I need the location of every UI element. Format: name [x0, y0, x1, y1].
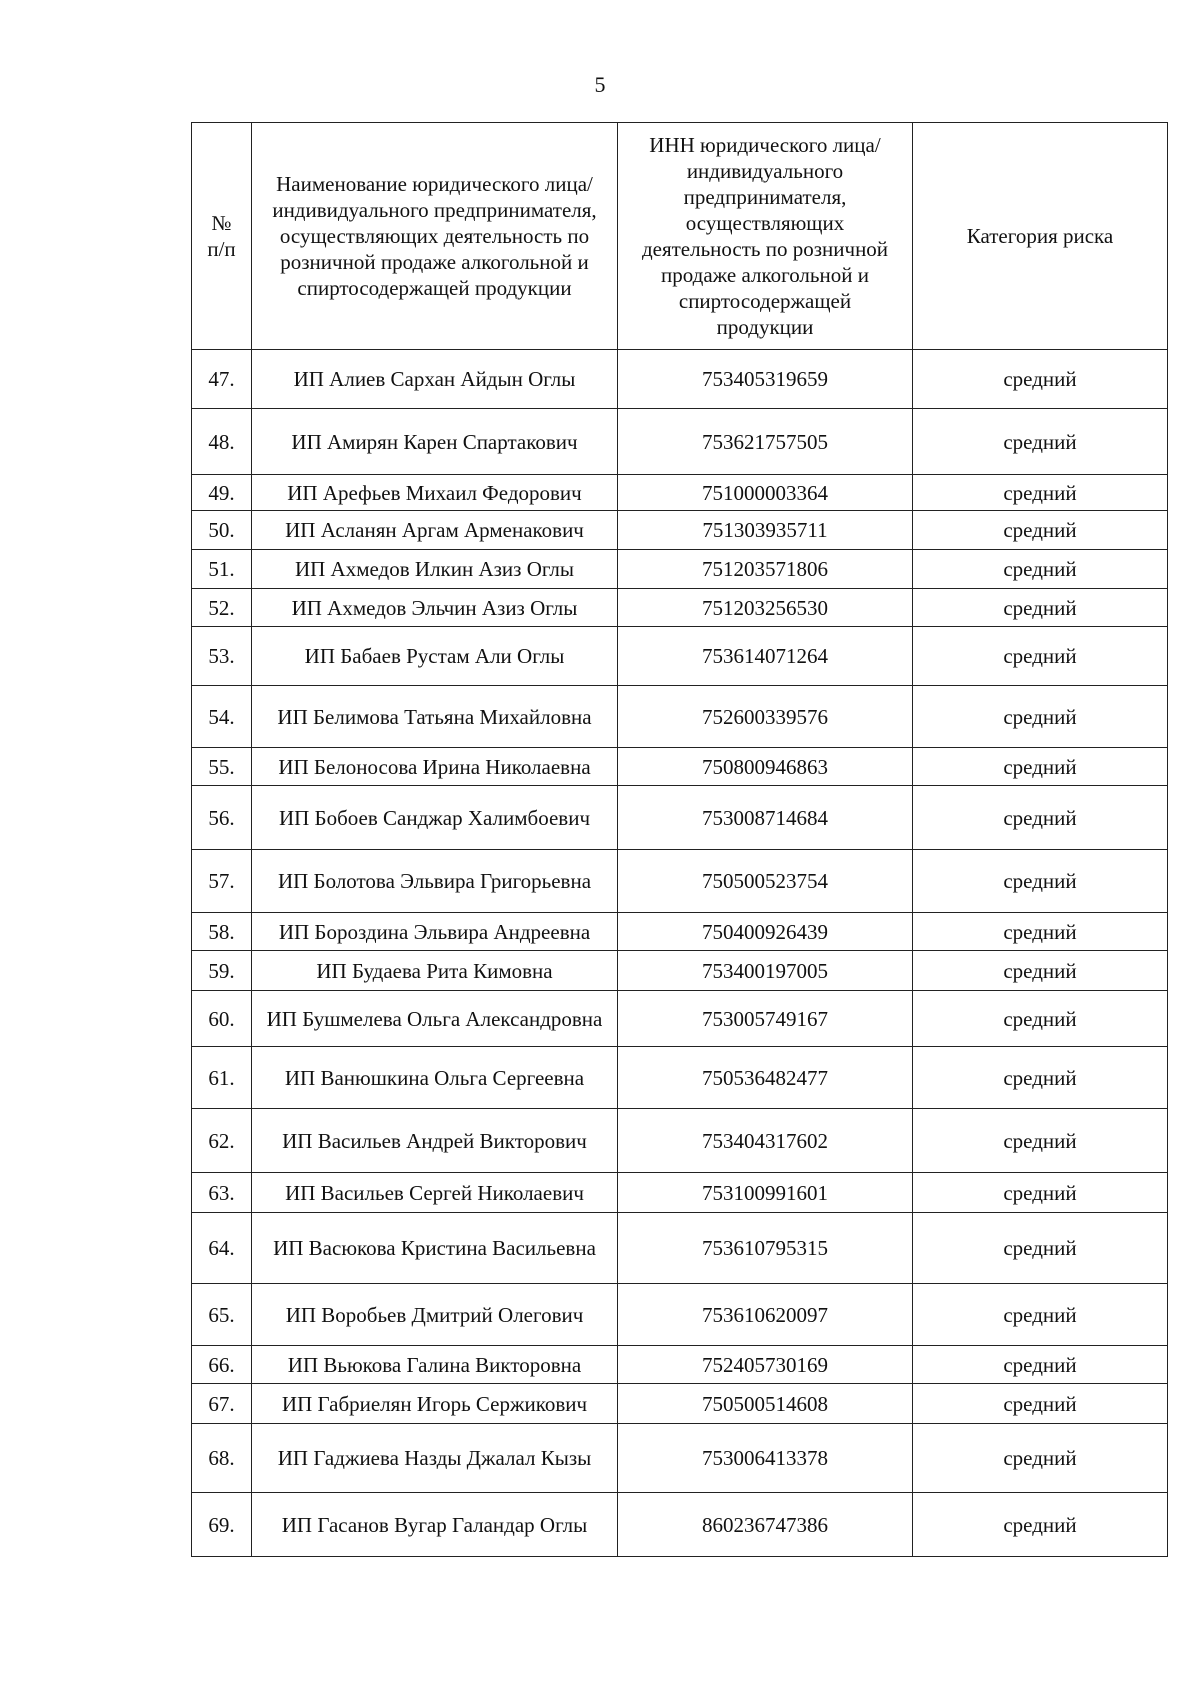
row-number: 59.	[192, 951, 252, 991]
entrepreneur-name: ИП Будаева Рита Кимовна	[252, 951, 618, 991]
header-inn: ИНН юридического лица/индивидуального предпринимателя, осуществляющих деятельность по розничной продаже алкогольной и спиртосодержащей продукции	[618, 123, 913, 350]
table-row	[192, 475, 1168, 511]
inn-value: 753400197005	[618, 951, 913, 991]
risk-category: средний	[913, 627, 1168, 686]
table-row	[192, 1493, 1168, 1557]
table-row	[192, 350, 1168, 409]
table-row	[192, 786, 1168, 850]
entrepreneur-name: ИП Габриелян Игорь Сержикович	[252, 1384, 618, 1424]
inn-value: 753621757505	[618, 409, 913, 475]
risk-category: средний	[913, 1346, 1168, 1384]
header-name: Наименование юридического лица/индивидуального предпринимателя, осуществляющих деятельность по розничной продаже алкогольной и спиртосодержащей продукции	[252, 123, 618, 350]
inn-value: 753610620097	[618, 1284, 913, 1346]
entrepreneur-name: ИП Вьюкова Галина Викторовна	[252, 1346, 618, 1384]
inn-value: 750500514608	[618, 1384, 913, 1424]
entrepreneur-name: ИП Бороздина Эльвира Андреевна	[252, 913, 618, 951]
inn-value: 751000003364	[618, 475, 913, 511]
entrepreneur-name: ИП Ванюшкина Ольга Сергеевна	[252, 1047, 618, 1109]
row-number: 68.	[192, 1424, 252, 1493]
entrepreneur-name: ИП Васюкова Кристина Васильевна	[252, 1213, 618, 1284]
table-row	[192, 951, 1168, 991]
risk-category: средний	[913, 951, 1168, 991]
entrepreneur-name: ИП Васильев Андрей Викторович	[252, 1109, 618, 1173]
risk-category: средний	[913, 686, 1168, 748]
risk-category: средний	[913, 786, 1168, 850]
inn-value: 750800946863	[618, 748, 913, 786]
row-number: 48.	[192, 409, 252, 475]
page-number: 5	[594, 72, 606, 97]
table-row	[192, 1346, 1168, 1384]
risk-category: средний	[913, 550, 1168, 589]
row-number: 62.	[192, 1109, 252, 1173]
row-number: 66.	[192, 1346, 252, 1384]
risk-category: средний	[913, 475, 1168, 511]
table-header-row	[192, 123, 1168, 350]
inn-value: 751203571806	[618, 550, 913, 589]
entrepreneur-name: ИП Белимова Татьяна Михайловна	[252, 686, 618, 748]
inn-value: 753006413378	[618, 1424, 913, 1493]
entrepreneur-name: ИП Васильев Сергей Николаевич	[252, 1173, 618, 1213]
header-risk-category: Категория риска	[913, 123, 1168, 350]
row-number: 54.	[192, 686, 252, 748]
row-number: 57.	[192, 850, 252, 913]
table-row	[192, 913, 1168, 951]
table-row	[192, 1284, 1168, 1346]
row-number: 52.	[192, 589, 252, 627]
table-row	[192, 748, 1168, 786]
entrepreneur-name: ИП Бобоев Санджар Халимбоевич	[252, 786, 618, 850]
row-number: 63.	[192, 1173, 252, 1213]
table-row	[192, 627, 1168, 686]
table-row	[192, 991, 1168, 1047]
row-number: 47.	[192, 350, 252, 409]
inn-value: 750536482477	[618, 1047, 913, 1109]
inn-value: 753100991601	[618, 1173, 913, 1213]
entrepreneur-name: ИП Белоносова Ирина Николаевна	[252, 748, 618, 786]
inn-value: 753008714684	[618, 786, 913, 850]
inn-value: 753405319659	[618, 350, 913, 409]
entrepreneur-name: ИП Ахмедов Илкин Азиз Оглы	[252, 550, 618, 589]
risk-category: средний	[913, 1284, 1168, 1346]
entrepreneur-name: ИП Бабаев Рустам Али Оглы	[252, 627, 618, 686]
table-row	[192, 1047, 1168, 1109]
table-row	[192, 1424, 1168, 1493]
entrepreneur-name: ИП Ахмедов Эльчин Азиз Оглы	[252, 589, 618, 627]
entrepreneur-name: ИП Асланян Аргам Арменакович	[252, 511, 618, 550]
inn-value: 750400926439	[618, 913, 913, 951]
row-number: 51.	[192, 550, 252, 589]
risk-category: средний	[913, 1047, 1168, 1109]
row-number: 55.	[192, 748, 252, 786]
entrepreneur-name: ИП Гасанов Вугар Галандар Оглы	[252, 1493, 618, 1557]
risk-category: средний	[913, 409, 1168, 475]
entrepreneur-name: ИП Болотова Эльвира Григорьевна	[252, 850, 618, 913]
inn-value: 752405730169	[618, 1346, 913, 1384]
inn-value: 860236747386	[618, 1493, 913, 1557]
table-row	[192, 589, 1168, 627]
row-number: 58.	[192, 913, 252, 951]
row-number: 69.	[192, 1493, 252, 1557]
entrepreneur-name: ИП Амирян Карен Спартакович	[252, 409, 618, 475]
entrepreneur-name: ИП Арефьев Михаил Федорович	[252, 475, 618, 511]
risk-category: средний	[913, 748, 1168, 786]
risk-category: средний	[913, 991, 1168, 1047]
row-number: 61.	[192, 1047, 252, 1109]
row-number: 64.	[192, 1213, 252, 1284]
row-number: 53.	[192, 627, 252, 686]
inn-value: 751303935711	[618, 511, 913, 550]
header-number: № п/п	[192, 123, 252, 350]
entrepreneur-name: ИП Воробьев Дмитрий Олегович	[252, 1284, 618, 1346]
entrepreneur-name: ИП Бушмелева Ольга Александровна	[252, 991, 618, 1047]
risk-category: средний	[913, 350, 1168, 409]
risk-category: средний	[913, 511, 1168, 550]
risk-category-table	[191, 122, 1168, 1557]
table-row	[192, 550, 1168, 589]
inn-value: 752600339576	[618, 686, 913, 748]
risk-category: средний	[913, 913, 1168, 951]
risk-category: средний	[913, 850, 1168, 913]
table-row	[192, 1173, 1168, 1213]
inn-value: 753610795315	[618, 1213, 913, 1284]
inn-value: 753404317602	[618, 1109, 913, 1173]
row-number: 60.	[192, 991, 252, 1047]
inn-value: 751203256530	[618, 589, 913, 627]
risk-category: средний	[913, 589, 1168, 627]
risk-category: средний	[913, 1173, 1168, 1213]
table-row	[192, 686, 1168, 748]
risk-category: средний	[913, 1424, 1168, 1493]
table-row	[192, 850, 1168, 913]
row-number: 49.	[192, 475, 252, 511]
risk-category: средний	[913, 1493, 1168, 1557]
table-row	[192, 1109, 1168, 1173]
inn-value: 753614071264	[618, 627, 913, 686]
entrepreneur-name: ИП Алиев Сархан Айдын Оглы	[252, 350, 618, 409]
row-number: 67.	[192, 1384, 252, 1424]
row-number: 50.	[192, 511, 252, 550]
table-row	[192, 1213, 1168, 1284]
table-row	[192, 511, 1168, 550]
risk-category: средний	[913, 1109, 1168, 1173]
inn-value: 753005749167	[618, 991, 913, 1047]
risk-category: средний	[913, 1384, 1168, 1424]
row-number: 65.	[192, 1284, 252, 1346]
inn-value: 750500523754	[618, 850, 913, 913]
entrepreneur-name: ИП Гаджиева Назды Джалал Кызы	[252, 1424, 618, 1493]
row-number: 56.	[192, 786, 252, 850]
table-row	[192, 409, 1168, 475]
risk-category: средний	[913, 1213, 1168, 1284]
table-row	[192, 1384, 1168, 1424]
